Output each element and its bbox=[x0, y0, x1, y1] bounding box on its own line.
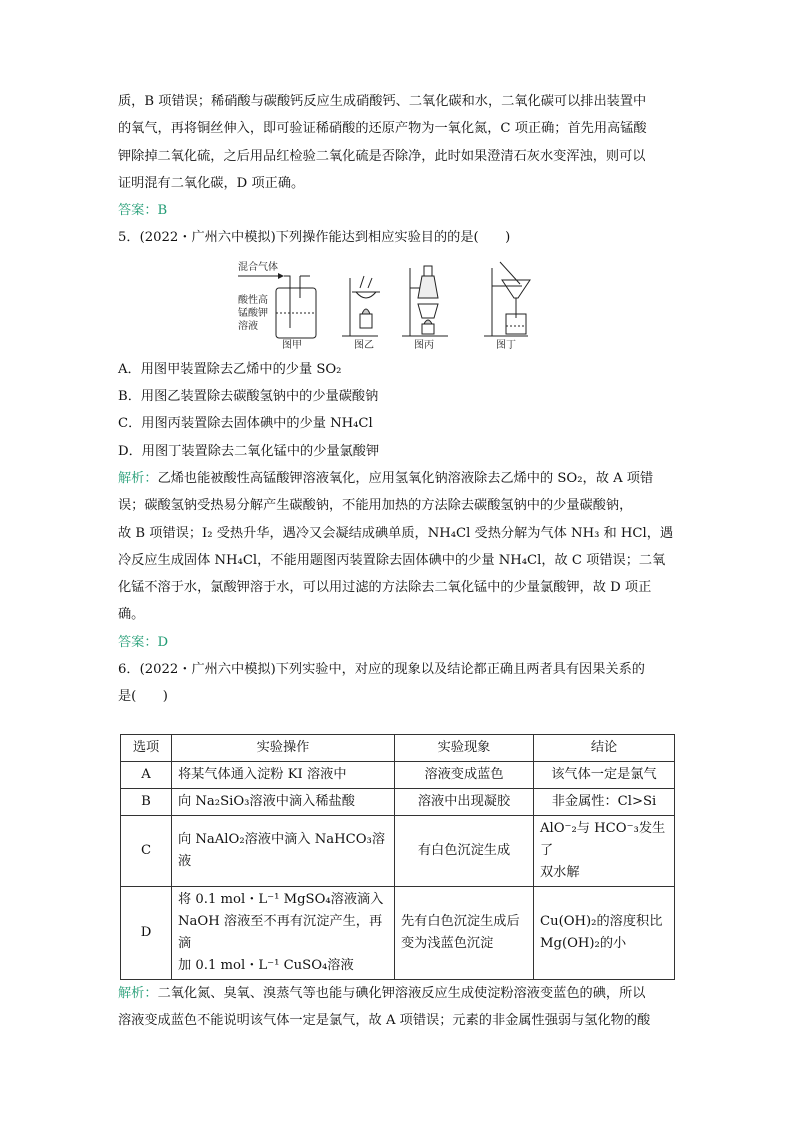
paragraph-continuation bbox=[118, 88, 680, 197]
cell-line: Cu(OH)₂的溶度积比 bbox=[540, 913, 663, 929]
figure-jia bbox=[238, 260, 316, 350]
text-line: 溶液变成蓝色不能说明该气体一定是氯气，故 A 项错误；元素的非金属性强弱与氢化物的酸 bbox=[118, 1012, 651, 1028]
cell-option: B bbox=[121, 788, 172, 815]
cell-phenomenon bbox=[395, 886, 534, 979]
analysis-label: 解析： bbox=[118, 985, 158, 1001]
cell-line: AlO⁻₂与 HCO⁻₃发生了 bbox=[540, 820, 666, 858]
answer-q4: 答案：B bbox=[118, 203, 168, 219]
table-row bbox=[121, 788, 675, 815]
cell-line: 将 0.1 mol・L⁻¹ MgSO₄溶液滴入 bbox=[178, 891, 384, 907]
reagent-label-3: 溶液 bbox=[238, 320, 258, 332]
caption-jia: 图甲 bbox=[282, 339, 302, 350]
cell-conclusion: 该气体一定是氯气 bbox=[534, 761, 675, 788]
cell-conclusion: 非金属性：Cl>Si bbox=[534, 788, 675, 815]
text-line: 确。 bbox=[118, 607, 145, 623]
apparatus-figure bbox=[238, 258, 538, 350]
text-line: 冷反应生成固体 NH₄Cl，不能用题图丙装置除去固体碘中的少量 NH₄Cl，故 C 项错误；二氧 bbox=[118, 552, 666, 568]
cell-line: 先有白色沉淀生成后 bbox=[401, 913, 520, 929]
cell-line: NaOH 溶液至不再有沉淀产生，再滴 bbox=[178, 913, 383, 951]
figure-ding bbox=[484, 262, 530, 350]
table-row bbox=[121, 815, 675, 886]
figure-yi bbox=[342, 276, 380, 350]
cell-phenomenon: 溶液变成蓝色 bbox=[395, 761, 534, 788]
cell-option: C bbox=[121, 815, 172, 886]
cell-operation: 向 NaAlO₂溶液中滴入 NaHCO₃溶液 bbox=[172, 815, 395, 886]
text-line: 误；碳酸氢钠受热易分解产生碳酸钠，不能用加热的方法除去碳酸氢钠中的少量碳酸钠， bbox=[118, 498, 633, 514]
caption-ding: 图丁 bbox=[496, 339, 516, 350]
cell-phenomenon: 有白色沉淀生成 bbox=[395, 815, 534, 886]
experiment-table bbox=[120, 734, 675, 980]
cell-operation: 将某气体通入淀粉 KI 溶液中 bbox=[172, 761, 395, 788]
cell-conclusion bbox=[534, 886, 675, 979]
text-line: 证明混有二氧化碳，D 项正确。 bbox=[118, 175, 305, 191]
table-header-row bbox=[121, 734, 675, 761]
answer-q5: 答案：D bbox=[118, 634, 169, 650]
header-conclusion: 结论 bbox=[534, 734, 675, 761]
question-5: 5．(2022・广州六中模拟)下列操作能达到相应实验目的的是( ) bbox=[118, 230, 511, 246]
question-6-cont: 是( ) bbox=[118, 689, 168, 705]
option-c: C．用图丙装置除去固体碘中的少量 NH₄Cl bbox=[118, 416, 373, 432]
analysis-q6 bbox=[118, 980, 680, 1035]
text-line: 解析：二氧化氮、臭氧、溴蒸气等也能与碘化钾溶液反应生成使淀粉溶液变蓝色的碘，所以 bbox=[118, 985, 646, 1001]
reagent-label-1: 酸性高 bbox=[238, 294, 268, 306]
text-line: 解析：乙烯也能被酸性高锰酸钾溶液氧化，应用氢氧化钠溶液除去乙烯中的 SO₂，故 A 项错 bbox=[118, 470, 654, 486]
question-6: 6．(2022・广州六中模拟)下列实验中，对应的现象以及结论都正确且两者具有因果关系的 bbox=[118, 662, 645, 678]
header-phenomenon: 实验现象 bbox=[395, 734, 534, 761]
cell-line: Mg(OH)₂的小 bbox=[540, 935, 627, 951]
cell-operation bbox=[172, 886, 395, 979]
cell-line: 双水解 bbox=[540, 864, 580, 880]
header-option: 选项 bbox=[121, 734, 172, 761]
option-b: B．用图乙装置除去碳酸氢钠中的少量碳酸钠 bbox=[118, 389, 379, 405]
figure-bing bbox=[402, 266, 448, 350]
cell-line: 加 0.1 mol・L⁻¹ CuSO₄溶液 bbox=[178, 957, 354, 973]
text-line: 故 B 项错误；I₂ 受热升华，遇冷又会凝结成碘单质，NH₄Cl 受热分解为气体 NH₃ 和 HCl，遇 bbox=[118, 525, 674, 541]
text-line: 质，B 项错误；稀硝酸与碳酸钙反应生成硝酸钙、二氧化碳和水，二氧化碳可以排出装置中 bbox=[118, 94, 647, 109]
cell-option: A bbox=[121, 761, 172, 788]
analysis-label: 解析： bbox=[118, 470, 158, 486]
cell-conclusion bbox=[534, 815, 675, 886]
cell-operation: 向 Na₂SiO₃溶液中滴入稀盐酸 bbox=[172, 788, 395, 815]
header-operation: 实验操作 bbox=[172, 734, 395, 761]
table-row bbox=[121, 886, 675, 979]
cell-option: D bbox=[121, 886, 172, 979]
table-row bbox=[121, 761, 675, 788]
text-line: 的氧气，再将铜丝伸入，即可验证稀硝酸的还原产物为一氧化氮，C 项正确；首先用高锰酸 bbox=[118, 121, 647, 137]
caption-bing: 图丙 bbox=[414, 339, 434, 350]
option-d: D．用图丁装置除去二氧化锰中的少量氯酸钾 bbox=[118, 443, 380, 459]
gas-label: 混合气体 bbox=[238, 261, 278, 273]
reagent-label-2: 锰酸钾 bbox=[238, 307, 268, 319]
analysis-q5 bbox=[118, 465, 680, 629]
text-line: 钾除掉二氧化硫，之后用品红检验二氧化硫是否除净，此时如果澄清石灰水变浑浊，则可以 bbox=[118, 148, 646, 164]
cell-line: 变为浅蓝色沉淀 bbox=[401, 935, 494, 951]
cell-phenomenon: 溶液中出现凝胶 bbox=[395, 788, 534, 815]
document-page bbox=[118, 88, 680, 1034]
text-line: 化锰不溶于水，氯酸钾溶于水，可以用过滤的方法除去二氧化锰中的少量氯酸钾，故 D 项正 bbox=[118, 580, 652, 596]
caption-yi: 图乙 bbox=[354, 339, 374, 350]
option-a: A．用图甲装置除去乙烯中的少量 SO₂ bbox=[118, 361, 342, 377]
